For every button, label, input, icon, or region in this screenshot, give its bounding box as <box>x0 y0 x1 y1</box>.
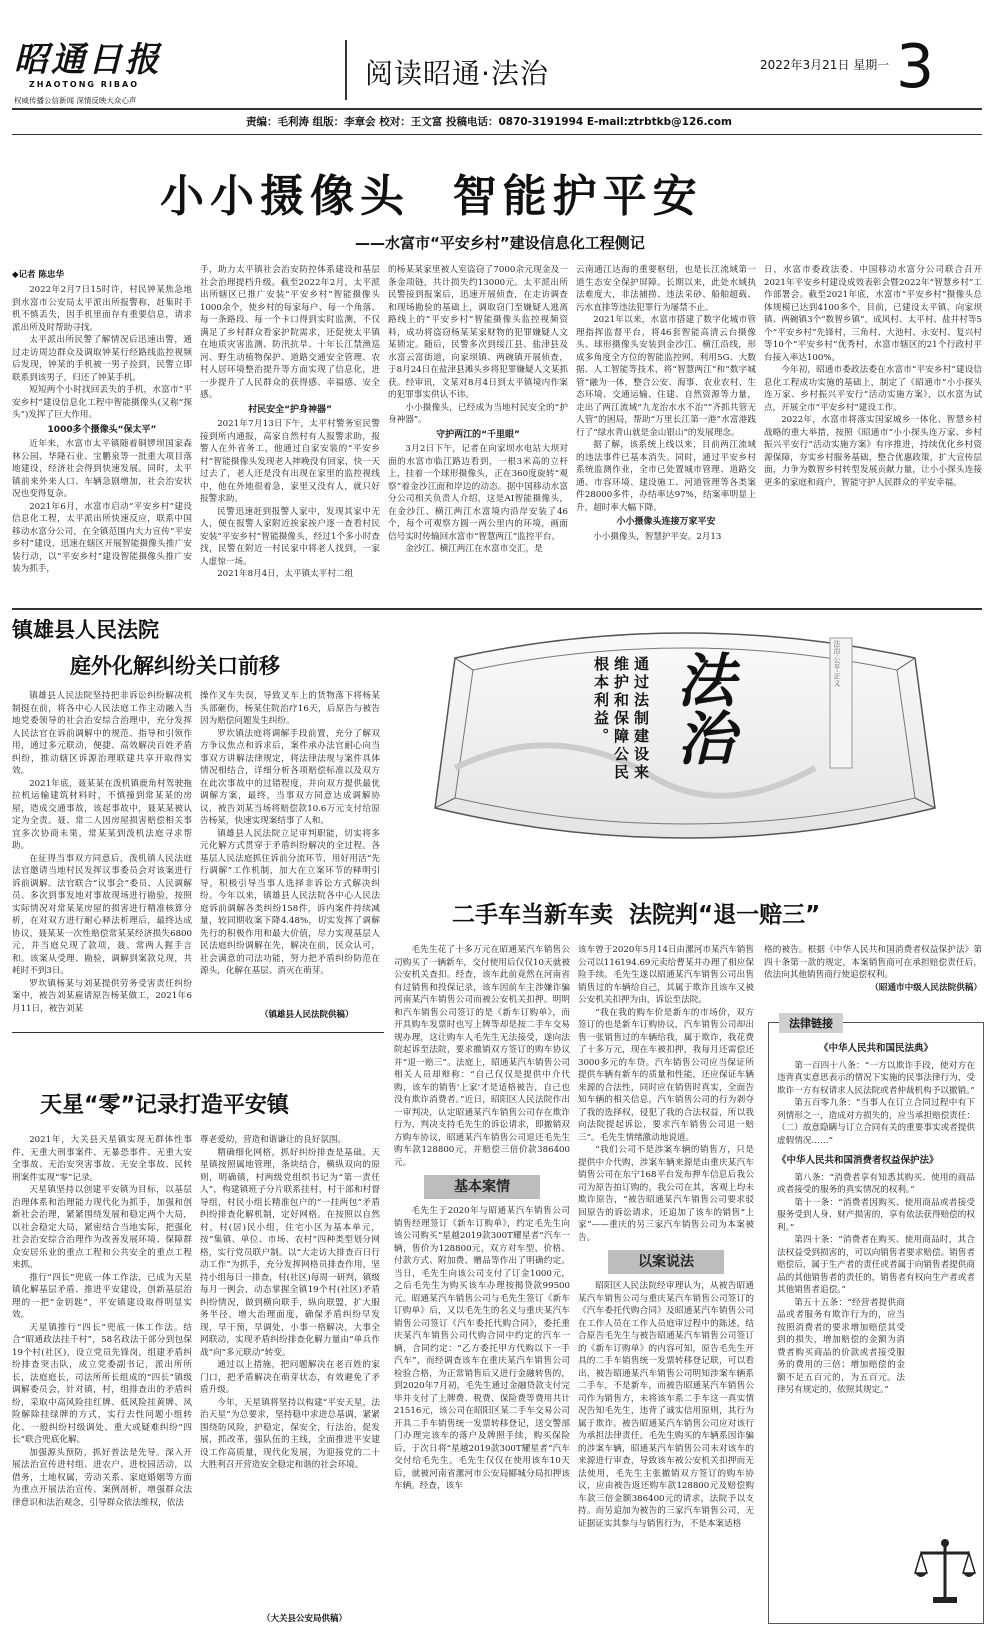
banner-calligraphy: 法治 <box>667 650 735 766</box>
paragraph: 格的被告。根据《中华人民共和国消费者权益保护法》第四十条第一款的规定，本案销售商可在承担赔偿责任后，依法向其他销售商行使追偿权利。 <box>764 945 982 980</box>
slogan: 权威传播公信新闻 深情反映大众心声 <box>14 96 137 105</box>
newspaper-logo <box>14 40 174 106</box>
paragraph: 今年，天星镇将坚持以构建“平安天星，法治天星”为总要求，坚持稳中求进总基调，紧紧围绕防风险，护稳定，保安全，行法治，促发展，抓改革，强队伍的主线，全面推进平安建设工作高质量，现代化发展，为迎接党的二十大胜利召开营造安全稳定和谐的社会环境。 <box>200 1397 380 1470</box>
paragraph: 今年初，昭通市委政法委在水富市“平安乡村”建设信息化工程成功实施的基础上，制定了《昭通市“小小探头连万家、乡村振兴平安行”活动实施方案》，以水富为试点，开展全市“平安乡村”建设工作。 <box>764 365 982 413</box>
main-article-col-1 <box>12 284 192 604</box>
section-subhead: 村民安全“护身神器” <box>248 404 332 415</box>
paragraph: 天星镇推行“四长”兜底一体工作法。结合“昭通政法挂千村”，58名政法干部分到包保19个村(社区)，设立党员先锋岗，组建矛盾纠纷排查突击队，成立党委副书记，派出所所长，法庭庭长，司法所所长组成的“四长”镇级调解委员会，针对镇，村，组排查出的矛盾纠纷，采取中高风险挂红牌、低风险挂黄牌、风险解除挂绿牌的方式，实行去性问题小组转化、一般纠纷村级调处、重大或疑难纠纷“四长”联合兜底化解。 <box>12 1322 192 1445</box>
banner-line-2: 维护和保障公民 <box>612 656 630 782</box>
main-article-col-3 <box>388 264 568 604</box>
article2-source: （镇雄县人民法院供稿） <box>260 1010 354 1020</box>
main-article-col-2 <box>200 264 380 604</box>
law-article: 第五百零九条：“当事人在订立合同过程中有下列情形之一，造成对方损失的，应当承担赔偿责任：（二）故意隐瞒与订立合同有关的重要事实或者提供虚假情况……” <box>777 1098 975 1146</box>
paragraph: 精确细化网格，抓好纠纷排查是基础。天星镇按照属地管理，条块结合，横纵双向的原则，明确镇，村两级党组织书记为“第一责任人”，构建镇班子分片联系挂村，村干部和村督导组，村民小组长精准包户的“一挂两包”矛盾纠纷排查化解机制，定好网格。在按照以自然村，村(居)民小组，住宅小区为基本单元，按“集镇、单位、市场、农村”四种类型划分网格，实行党员联户制。以“大走访大排查百日行动工作”为抓手，充分发挥网格员排查作用，坚持小组每日一排查，村(社区)每周一研判，镇级每月一例会，动态掌握全镇19个村(社区)矛盾纠纷情况，做到横向联手，纵向联盟，扩大服务半径，增大治理面度，确保矛盾纠纷早发现，早干预，早调处，小事一格解决，大事全网联动，实现矛盾纠纷排查化解力量由“单兵作战”向“多元联动”转变。 <box>200 1147 380 1358</box>
paragraph: 据了解，该系统上线以来，目前两江流域的违法事件已基本消失。同时，通过平安乡村系统监测作业，全市已处置城市管理、道路交通、市容环境、建设施工、河道管理等各类案件28000多件，办结率达97%，结案率明显上升，超时率大幅下降。 <box>576 440 756 513</box>
logo-en: ZHAOTONG RIBAO <box>28 80 140 89</box>
paragraph: 云南通江达海的重要枢纽，也是长江流域第一道生态安全保护屏障。长期以来，此处水域执法难度大，非法捕捞、违法采砂、船舶超载、污水直排等违法犯罪行为屡禁不止。 <box>576 265 756 313</box>
law-article: 第四十条：“消费者在购买、使用商品时，其合法权益受到损害的，可以向销售者要求赔偿。销售者赔偿后，属于生产者的责任或者属于向销售者提供商品的其他销售者的责任的，销售者有权向生产者或者其他销售者追偿。” <box>777 1235 975 1295</box>
paragraph: 民警迅速赶到报警人家中，发现其家中无人，便在报警人家附近挨家挨户逐一查看村民安装“平安乡村”智能摄像头，经过1个多小时查找，民警在附近一村民家中将老人找到，一家人虚惊一场。 <box>200 506 380 567</box>
paragraph: 的杨某某家里被人室盗窃了7000余元现金及一条金项链，共计损失约13000元。太平派出所民警接到报案后，迅速开展侦查，在走访调查和现场勘验的基础上，调取窃门至嫌疑人逃离路线上的“平安乡村”智能摄像头监控视频资料，成功将盗窃杨某某家财物的犯罪嫌疑人文某锁定。随后，民警多次到绥江县、盐津县及水富云富街道，向家坝镇、两碗镇开展侦查，于8月24日在盐津县滩头乡将犯罪嫌疑人文某抓获。经审讯，文某对8月4日到太平镇境内作案的犯罪事实供认不讳。 <box>388 265 568 400</box>
logo-text: 昭通日报 <box>14 40 162 80</box>
article2-org: 镇雄县人民法院 <box>12 618 159 642</box>
issue-date: 2022年3月21日 星期一 <box>760 58 890 72</box>
main-article-subtitle: ——水富市“平安乡村”建设信息化工程侧记 <box>355 234 645 252</box>
section-subhead: 小小摄像头连接万家平安 <box>616 517 716 527</box>
paragraph: 通过以上措施，把问题解决在老百姓的家门口，把矛盾解决在萌芽状态，有效避免了矛盾升级。 <box>200 1360 380 1395</box>
section-subhead: 1000多个摄像头“保太平” <box>47 424 157 435</box>
paragraph: “我们公司不是涉案车辆的销售方，只是提供中介代购，涉案车辆来源是由重庆某汽车销售公司在东宁168平台发布押车信息后我公司为原告拍订购的，我公司在其，客观上均未欺诈原告，“被告昭通某汽车销售公司要求驳回原告的诉讼请求，还追加了该车的销售“上家”——重庆的另三家汽车销售公司为本案被告。 <box>578 1145 754 1243</box>
section-title: 阅读昭通·法治 <box>365 57 549 90</box>
article4-col-2 <box>578 944 754 1624</box>
paragraph: 2021年8月4日，太平镇太平村二组 <box>217 569 354 579</box>
article3-title: 天星“零”记录打造平安镇 <box>40 1093 289 1118</box>
paragraph: 2021年6月，水富市启动“平安乡村”建设信息化工程，太平派出所快速反应，联系中国移动水富分公司，在全镇范围内大力宣传“平安乡村”建设，迅速在辖区开展智能摄像头推广安装行动，以“平安乡村”建设智能摄像头推广安装为抓手， <box>12 501 192 574</box>
paragraph: 昭阳区人民法院经审理认为，从被告昭通某汽车销售公司与重庆某汽车销售公司签订的《汽车委托代购合同》及昭通某汽车销售公司在工作人员在工作人员庭审过程中的陈述，结合原告毛先生与被告昭通某汽车销售公司签订的《新车订购单》的内容可知，原告毛先生开具的二手车销售统一发票转移登记联，可以看出，被告昭通某汽车销售公司明知涉案车辆系二手车，不是新车，而被告昭通某汽车销售公司作为销售方，未将该车系二手车这一真实情况告知毛先生，违背了诚实信用原则，其行为属于欺诈。被告昭通某汽车销售公司应对该行为承担法律责任。毛先生购买的车辆系因诈骗的涉案车辆，昭通某汽车销售公司未对该车的来源进行审查，导致该车被公安机关扣押而无法使用，毛先生主张撤销双方签订的购车协议，应由被告返还购车款128800元及赔偿购车款三倍金额386400元的请求，法院予以支持。而另追加为被告的三家汽车销售公司，无证据证实其参与与销售行为，不是本案适格 <box>578 1281 754 1529</box>
case-facts-label: 基本案情 <box>424 1175 540 1199</box>
article3-col-2 <box>200 1134 380 1608</box>
banner-seal: 法治·公平·正义 <box>833 640 841 687</box>
main-article-col-4 <box>576 264 756 604</box>
paragraph: 毛先生于2020年与昭通某汽车销售公司销售经理签订《新车订购单》，约定毛先生向该公司购买“星越2019款300T耀星者”汽车一辆，售价为128800元，双方对车型、价格、付款方式、附加费、赠品等作出了明确约定。当日，毛先生向该公司支付了订金1000元，之后毛先生为购买该车办理按揭贷款99500元。昭通某汽车销售公司与毛先生签订《新车订购单》后，又以毛先生的名义与重庆某汽车销售公司签订《汽车委托代购合同》，委托重庆某汽车销售公司代购合同中约定的汽车一辆，合同约定：“乙方委托甲方代购以下一手汽车”，而经调查该车在重庆某汽车销售公司检验合格，为正常销售后又进行金融转售的，到2020年7月初，毛先生通过金融贷款支付完毕并支付了上牌费、税费、保险费等费用共计21516元，该公司在昭阳区某二手车交易公司开具二手车销售统一发票转移登记，送交警部门办理完该车的落户及牌照手续，购买保险后，于次日将“星越2019款300T耀星者”汽车交付给毛先生。毛先生仅仅在使用该车10天后，就被河南省漯河市公安局郾城分局扣押该车辆。经查，该车 <box>394 1206 570 1491</box>
paragraph: 金沙江、横江两江在水富市交汇，是 <box>405 544 543 554</box>
law-link-title: 法律链接 <box>779 1013 843 1033</box>
case-analysis-label: 以案说法 <box>608 1250 724 1274</box>
paragraph: 2021年底，聂某某在泼机镇鹿角村驾驶拖拉机运输建筑材料时，不慎撞到常某某的房屋，造成交通事故，该起事故中，聂某某被认定为全责。聂、常二人因房屋损害赔偿相关事宜多次协商未果，常某某到泼机法庭寻求帮助。 <box>12 778 192 851</box>
paragraph: 毛先生花了十多万元在昭通某汽车销售公司购买了一辆新车，交付使用后仅仅10天就被公安机关查扣。经查，该车此前竟然在河南省有过销售和投保记录，该车因前车主涉嫌诈骗河南某汽车销售公司而被公安机关扣押。明明和汽车销售公司签订的是《新车订购单》，而开具购车发票时也写上牌等却是按二手车交易规办理，这让购车人毛先生无法接受，遂向法院起诉至法院，要求撤销双方签订的购车协议并“退一赔三”。法庭上，昭通某汽车销售公司相关人员却辩称：“自己仅仅是提供中介代购，该车的销售'上家'才是适格被告，自己也没有欺诈消费者。”近日，昭阳区人民法院作出一审判决，认定昭通某汽车销售公司存在欺诈行为，判决支持毛先生的诉讼请求，即撤销双方购车协议，昭通某汽车销售公司退还毛先生购车款128800元，并赔偿三倍价款386400元。 <box>394 945 570 1168</box>
paragraph: 镇雄县人民法院立足审判职能，切实将多元化解方式贯穿于矛盾纠纷解决的全过程。各基层人民法庭抓住诉前分流环节，用好用活“先行调解”工作机制，加大在立案环节的释明引导，积极引导当事人选择非诉讼方式解决纠纷。今年以来，镇雄县人民法院各中心人民法庭诉前调解各类纠纷158件，诉内案件持续减量，较同期收案下降4.48%，切实发挥了调解先行的积极作用和最大价值，尽力实现基层人民法庭纠纷调解在先，解决在前，民众认可，社会满意的司法功能，努力把矛盾纠纷防范在源头，化解在基层、消灭在萌芽。 <box>200 828 380 976</box>
article4-source: （昭通市中级人民法院供稿） <box>870 982 982 993</box>
paragraph: 日，水富市委政法委、中国移动水富分公司联合召开2021年平安乡村建设成效表彰会暨2022年“智慧乡村”工作部署会。截至2021年底，水富市“平安乡村”摄像头总体规模已达到4100多个，目前，已建设太平镇、向家坝镇、两碗镇3个“数智乡镇”，成风村、太平村、盐井村等5个“平安乡村”先锋村，三角村、大池村、永安村、复兴村等10个“平安乡村”优秀村，水富市辖区的21个行政村平台接入率达100%。 <box>764 265 982 363</box>
paragraph: 短短两个小时找回丢失的手机，水富市“平安乡村”建设信息化工程中智能摄像头(又称“探头”)发挥了巨大作用。 <box>12 385 192 420</box>
scales-of-justice-icon <box>913 1537 977 1607</box>
law-article: 第八条：“消费者享有知悉其购买、使用的商品或者接受的服务的真实情况的权利。” <box>777 1172 975 1195</box>
article4-col-3 <box>764 944 982 1004</box>
banner-line-1: 通过法制建设来 <box>632 656 650 782</box>
banner-line-3: 根本利益。 <box>592 656 610 746</box>
paragraph: 手，助力太平镇社会治安防控体系建设和基层社会治理提档升级。截至2022年2月，太平派出所辖区已推广安装“平安乡村”智能摄像头1000余个，使乡村的每家每户、每一个角落、每一条路段、每一个卡口得到实时监测，不仅满足了乡村群众看家护院需求，还促使太平镇在地质灾害监测、防汛抗旱、十年长江禁渔巡河、野生动植物保护、道路交通安全管理、农村人居环境整治提升等方面实现了信息化，进一步提升了人民群众的获得感、幸福感、安全感。 <box>200 265 380 400</box>
law-link-body <box>777 1039 975 1615</box>
paragraph: 小小摄像头，已经成为当地村民安全的“护身神器”。 <box>388 402 568 425</box>
article3-col-1 <box>12 1134 192 1624</box>
article2-col-2 <box>200 690 380 1008</box>
main-article-col-5 <box>764 264 982 604</box>
article4-col-1 <box>394 944 570 1624</box>
section-rule <box>12 608 982 610</box>
law-article: 第一百四十八条：“一方以欺诈手段，使对方在违背真实意思表示的情况下实施的民事法律行为，受欺诈一方有权请求人民法院或者仲裁机构予以撤销。” <box>777 1060 975 1096</box>
paragraph: 太平派出所民警了解情况后迅速出警，通过走访周边群众及调取钟某行经路线监控视频后发现，钟某的手机被一男子捡到，民警立即联系到该男子，归还了钟某手机。 <box>12 335 192 383</box>
paragraph: 2022年，水富市将落实国家城乡一体化、智慧乡村战略的重大举措，按照《昭通市“小小探头连万家、乡村振兴平安行”活动实施方案》有序推进，持续优化乡村资源保障，夯实乡村服务基础，整合优惠政策，扩大宣传层面，力争为数智乡村转型发展贡献力量，让小小探头连接更多的家庭和商户，智能守护人民群众的平安幸福。 <box>764 415 982 488</box>
masthead-divider <box>345 40 347 100</box>
article4-title: 二手车当新车卖 法院判“退一赔三” <box>452 902 821 928</box>
credits-rule <box>12 134 982 135</box>
law-link-box <box>768 1017 984 1624</box>
paragraph: 2021年7月13日下午，太平村警务室民警接到所内通报，高家自然村有人报警求助，报警人在外省务工，他通过自家安装的“平安乡村”智能摄像头发现老人摔晚没有回家，快一天过去了，老人还是没有出现在家里的监控视线中，他在外地很着急，家里又没有人，就只好报警求助。 <box>200 419 380 504</box>
article2-title: 庭外化解纠纷关口前移 <box>70 654 280 678</box>
credits-line: 责编：毛利涛 组版：李章会 校对：王文富 投稿电话：0870-3191994 E-mail:ztrbtkb@126.com <box>246 116 732 128</box>
paragraph: 加强源头预防，抓好普法是先导。深入开展法治宣传进村组、进农户、进校园活动，以借务，土地权属，劳动关系、家庭婚姻等方面为重点开展法治宣传、案例剖析，增强群众法律意识和法治观念，引导群众依法维权，依法 <box>12 1447 192 1508</box>
page-number: 3 <box>896 32 935 102</box>
paragraph: 罗坎镇杨某与刘某提供劳务受害责任纠纷案中，被告刘某雇请原告杨某做工，2021年6月11日，被告刘某 <box>12 978 192 1014</box>
law-heading: 《中华人民共和国消费者权益保护法》 <box>777 1155 939 1166</box>
paragraph: 镇雄县人民法院坚持把非诉讼纠纷解决机制挺在前，将各中心人民法庭工作主动融入当地党委领导的社会治安综合治理中，充分发挥人民法官在诉前调解中的规范、指导和引领作用，通过多元联动，便捷、高效解决百姓矛盾纠纷，推动辖区诉源治理联建共享开取得实效。 <box>12 691 192 776</box>
main-article-title: 小小摄像头 智能护平安 <box>160 171 703 222</box>
law-heading: 《中华人民共和国民法典》 <box>818 1043 933 1054</box>
paragraph: “我在我的购车价是新车的市场价，双方签订的也是新车订购协议，汽车销售公司却出售一张销售过的车辆给我，属于欺诈，我花费了十多万元，现在车被扣押，我每月还需偿还3000多元的车贷。汽车销售公司应当保证所提供车辆有新车的质量和性能，还应保证车辆来源的合法性，同时应在销售时真实，全面告知车辆的相关信息，汽车销售公司的行为剥夺了我的选择权，侵犯了我的合法权益，所以我向法院提起诉讼，要求汽车销售公司退一赔三”。毛先生情绪激动地说道。 <box>578 1007 754 1143</box>
section-subhead: 守护两江的“千里眼” <box>436 429 520 440</box>
paragraph: 操作叉车失误，导致叉车上的货物落下将杨某头部砸伤，杨某住院治疗16天，后原告与被告因为赔偿问题发生纠纷。 <box>200 691 380 726</box>
paragraph: 在征得当事双方同意后，泼机镇人民法庭法官邀请当地村民发挥议事委员会对该案进行诉前调解。法官联合“议事会”委员、人民调解员、多次到事发地对事故现场进行勘验，按照实际情况对常某某房屋的损害进行精准核算分析，在对双方进行耐心释法析理后，最终达成协议，聂某某一次性赔偿常某某经济损失6800元，并当庭兑现了款项，聂、常两人握手言和。该案从受理、勘验，调解到案款兑现，共耗时不到3日。 <box>12 853 192 976</box>
paragraph: 尊老爱幼，营造和谐谦让的良好氛围。 <box>200 1135 347 1145</box>
law-article: 第五十五条：“经营者提供商品或者服务有欺诈行为的，应当按照消费者的要求增加赔偿其受到的损失，增加赔偿的金额为消费者购买商品的价款或者接受服务的费用的三倍；增加赔偿的金额不足五百元的，为五百元。法律另有规定的，依照其规定。” <box>777 1297 905 1395</box>
law-article: 第十一条：“消费者因购买、使用商品或者接受服务受到人身、财产损害的，享有依法获得赔偿的权利。” <box>777 1197 975 1233</box>
section-rule <box>12 1032 384 1033</box>
paragraph: 近年来，水富市太平镇随着铜锣坝国家森林公园、华隆石业、宝鹏泉等一批重大项目落地建设，经济社会得到快速发展。同时，太平镇前来外来人口、车辆急剧增加，社会治安状况也变得复杂。 <box>12 439 192 499</box>
paragraph: 天星镇坚持以创建平安镇为目标，以基层治理体系和治理能力现代化为抓手，加强和创新社会治理，紧紧围绕发展和稳定两个大局，以社会稳定大局，紧密结合当地实际，把强化社会治安综合治理作为改善发展环境、保障群众安居乐业的重点工程和公共安全的重点工程来抓。 <box>12 1185 192 1270</box>
paragraph: 2022年2月7日15时许，村民钟某焦急地到水富市公安局太平派出所报警称，赶集时手机不慎丢失，因手机里面存有重要信息，请求派出所及时帮助寻找。 <box>12 285 192 333</box>
paragraph: 推行“四长”兜底一体工作法，已成为天星镇化解基层矛盾、推进平安建设，创新基层治理的一把“金钥匙”，平安镇建设取得明显实效。 <box>12 1272 192 1320</box>
masthead-rule <box>12 108 982 110</box>
main-article-byline: ◆记者 陈忠华 <box>12 270 64 280</box>
article3-source: （大关县公安局供稿） <box>262 1614 348 1624</box>
paragraph: 小小摄像头，智慧护平安。2月13 <box>593 531 722 542</box>
paragraph: 该车曾于2020年5月14日由漯河市某汽车销售公司以116194.69元卖给曹某并办理了相应保险手续。毛先生遂以昭通某汽车销售公司出售销售过的车辆给自己，其属于欺诈且该车又被公安机关扣押为由，诉讼至法院。 <box>578 945 754 1005</box>
paragraph: 2021年以来，水富市搭建了数字化城市管理指挥监督平台，将46套智能高清云台摄像头、球形摄像头安装到金沙江、横江沿线，形成多角度全方位的智能监控网，利用5G、大数据、人工智能等技术，将“智慧两江”和“数字城管”融为一体，整合公安、海事、农业农村、生态环境、交通运输、住建、自然资源等力量，走出了两江流域“九龙治水水不治”“齐抓共管无人管”的困局，帮助“万里长江第一港”水富港践行了“绿水青山就是金山银山”的发展理念。 <box>576 315 756 438</box>
article2-col-1 <box>12 690 192 1020</box>
paragraph: 3月2日下午，记者在向家坝水电站大坝对面的水富市临江路边看到，一根3米高的立杆上，挂着一个球形摄像头，正在360度旋转“观察”着金沙江面和岸边的动态。据中国移动水富分公司相关负责人介绍，这是AI智能摄像头，在金沙江、横江两江水富境内沿岸安装了46个，每个可观察方圆一两公里内的环境，画面信号实时传输回水富市“智慧两江”监控平台。 <box>388 444 568 542</box>
paragraph: 罗坎镇法庭将调解手段前置，充分了解双方争议焦点和诉求后，案件承办法官耐心向当事双方讲解法律规定，将法律法规与案件具体情况相结合，详细分析各项赔偿标准以及双方在此次事故中的过错程度，并向双方提供最优调解方案，最终，当事双方同意达成调解协议，被告刘某当场将赔偿款10.6万元支付给原告杨某，快速实现案结事了人和。 <box>200 728 380 826</box>
paragraph: 2021年，大关县天星镇实现无群体性事件、无重大刑事案件、无暴恐事件、无重大安全事故、无治安突害事故、无安全事故、民转刑案件实现“零”记录。 <box>12 1135 192 1183</box>
